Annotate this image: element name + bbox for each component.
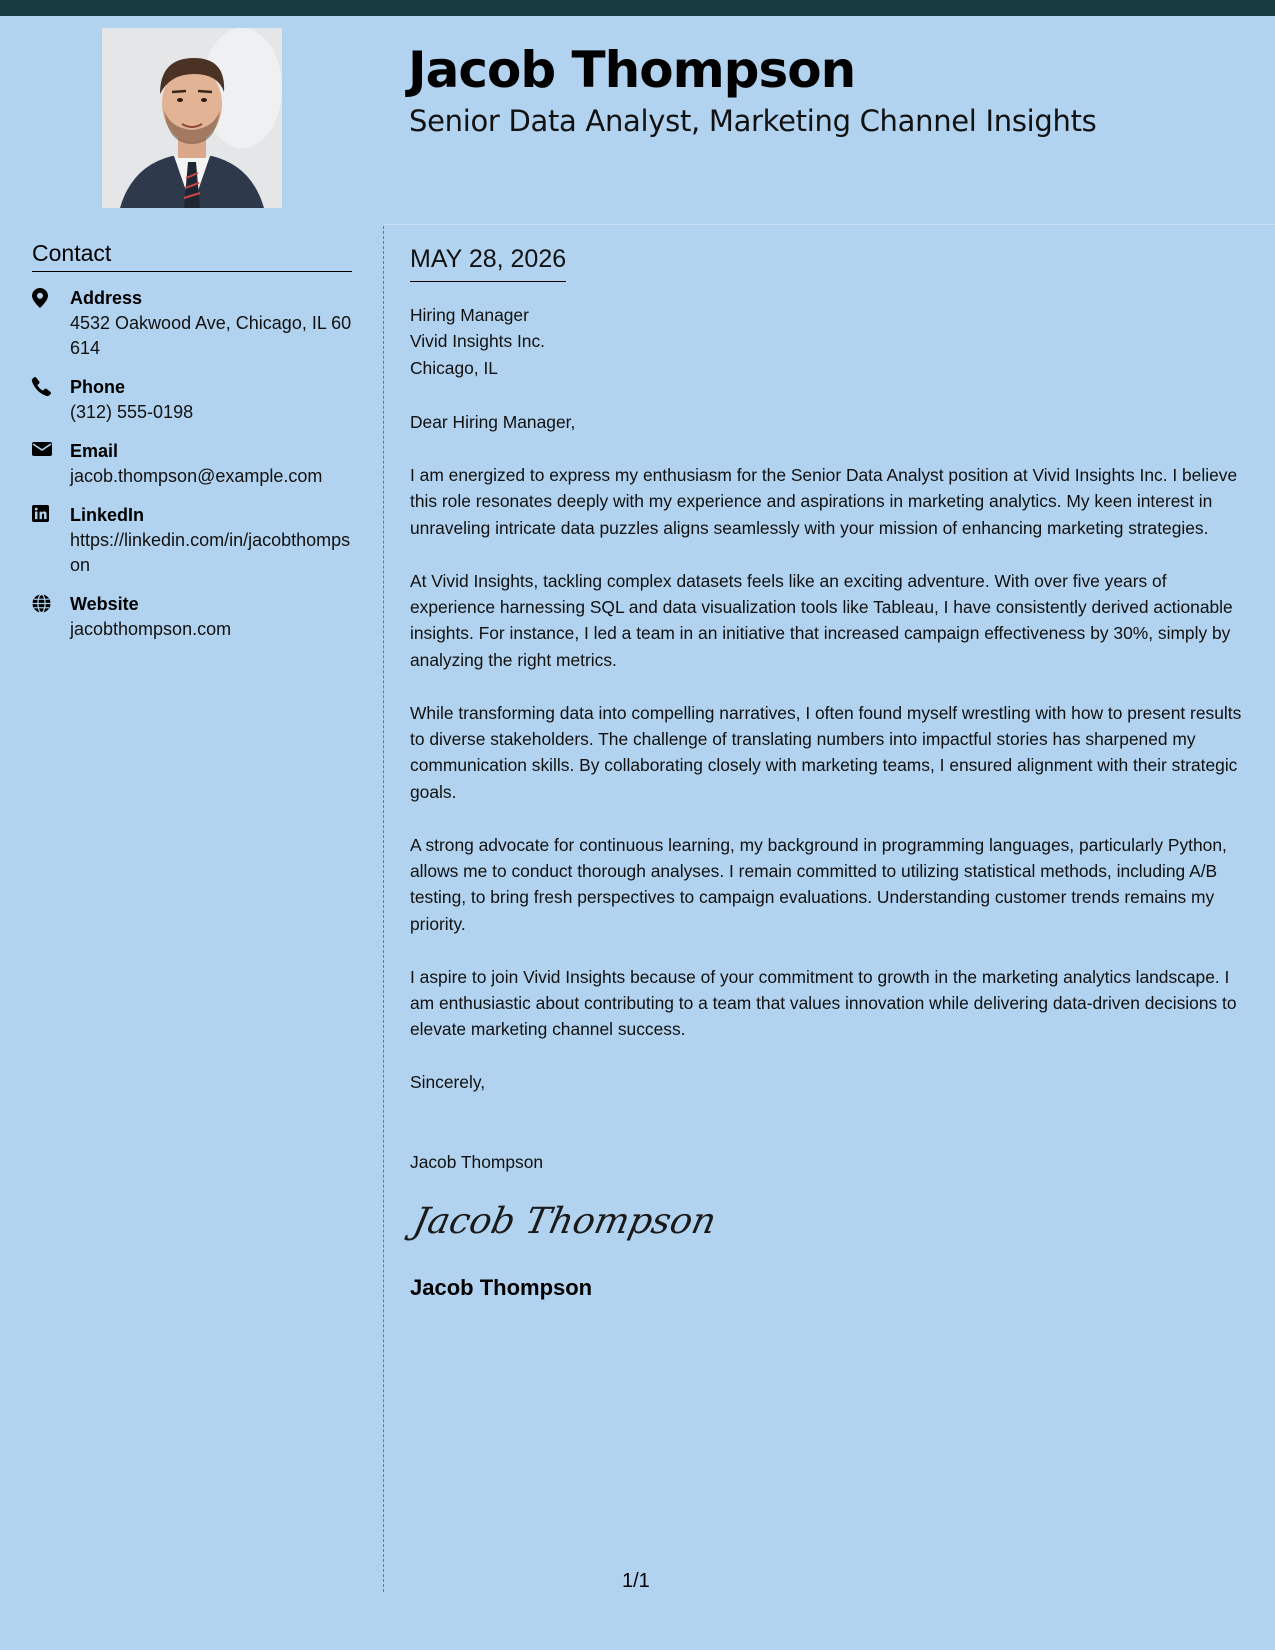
envelope-icon [32, 439, 70, 489]
phone-label: Phone [70, 377, 126, 397]
phone-icon [32, 375, 70, 425]
recipient-line: Hiring Manager [410, 305, 529, 325]
salutation: Dear Hiring Manager, [410, 412, 576, 433]
linkedin-label: LinkedIn [70, 505, 145, 525]
signature-block-name: Jacob Thompson [410, 1275, 593, 1301]
letter-date: MAY 28, 2026 [410, 243, 566, 282]
contact-email [32, 439, 352, 489]
phone-value: (312) 555-0198 [70, 402, 194, 422]
letter-paragraph: While transforming data into compelling narratives, I often found myself wrestling with how to present results to diverse stakeholders. The challenge of translating numbers into impactful stories has sharpened my communication skills. By collaborating closely with marketing teams, I ensured alignment with their strategic goals. [410, 702, 1242, 802]
address-label: Address [70, 288, 143, 308]
email-value: jacob.thompson@example.com [70, 466, 323, 486]
applicant-title: Senior Data Analyst, Marketing Channel Insights [409, 104, 1097, 138]
address-value: 4532 Oakwood Ave, Chicago, IL 60614 [70, 313, 352, 358]
map-pin-icon [32, 286, 70, 361]
website-value[interactable]: jacobthompson.com [70, 619, 232, 639]
letter-paragraph: I am energized to express my enthusiasm for the Senior Data Analyst position at Vivid Insights Inc. I believe this role resonates deeply with my experience and aspirations in marketing analytics. My keen interest in unraveling intricate data puzzles aligns seamlessly with your mission of enhancing marketing strategies. [410, 465, 1238, 538]
contact-website [32, 592, 352, 642]
closing: Sincerely, [410, 1072, 486, 1093]
globe-icon [32, 592, 70, 642]
contact-heading: Contact [32, 240, 352, 272]
signer-name: Jacob Thompson [410, 1151, 544, 1172]
linkedin-value[interactable]: https://linkedin.com/in/jacobthompson [70, 530, 351, 575]
recipient-block [410, 302, 1250, 381]
recipient-line: Vivid Insights Inc. [410, 331, 546, 352]
contact-phone [32, 375, 352, 425]
letter-paragraph: At Vivid Insights, tackling complex datasets feels like an exciting adventure. With over five years of experience harnessing SQL and data visualization tools like Tableau, I have consistently derived actionable insights. For instance, I led a team in an initiative that increased campaign effectiveness by 30%, simply by analyzing the right metrics. [410, 570, 1233, 670]
email-label: Email [70, 441, 119, 461]
header-divider [384, 224, 1275, 225]
profile-photo [102, 28, 282, 208]
svg-text:Jacob Thompson: Jacob Thompson [409, 1199, 721, 1242]
column-divider [383, 226, 384, 1592]
letter-paragraph: A strong advocate for continuous learning, my background in programming languages, particularly Python, allows me to conduct thorough analyses. I remain committed to utilizing statistical methods, including A/B testing, to bring fresh perspectives to campaign evaluations. Understanding customer trends remains my priority. [410, 834, 1227, 934]
letter-paragraph: I aspire to join Vivid Insights because of your commitment to growth in the marketing analytics landscape. I am enthusiastic about contributing to a team that values innovation while delivering data-driven decisions to elevate marketing channel success. [410, 966, 1237, 1040]
handwritten-signature [409, 1193, 1250, 1267]
contact-sidebar [32, 240, 352, 656]
page-number: 1/1 [622, 1570, 650, 1592]
website-label: Website [70, 594, 139, 614]
contact-address [32, 286, 352, 361]
letter-body [410, 243, 1250, 1302]
linkedin-icon [32, 503, 70, 578]
recipient-line: Chicago, IL [410, 357, 498, 378]
applicant-name: Jacob Thompson [408, 41, 856, 99]
contact-linkedin [32, 503, 352, 578]
top-accent-bar [0, 0, 1275, 16]
